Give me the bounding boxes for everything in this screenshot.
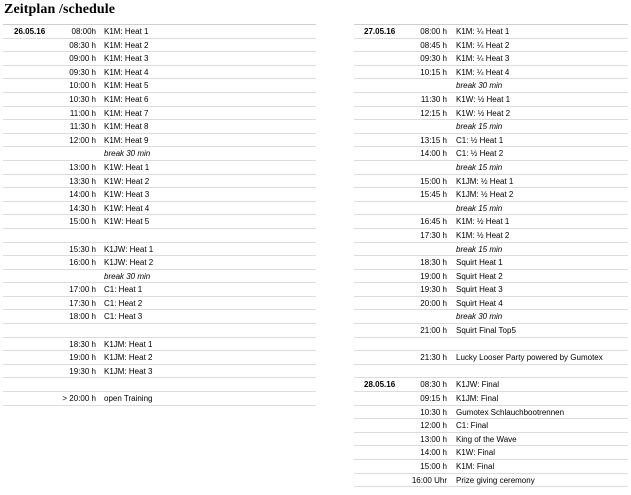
schedule-activity: K1M: ½ Heat 1: [456, 217, 510, 227]
schedule-row: [3, 338, 316, 352]
schedule-row: [354, 175, 628, 189]
schedule-time: 11:00 h: [69, 108, 96, 118]
schedule-row: [354, 297, 628, 311]
schedule-row: [354, 474, 628, 488]
schedule-row: [354, 365, 628, 379]
schedule-row: [3, 378, 316, 392]
schedule-row: [3, 297, 316, 311]
schedule-activity: K1M: ¼ Heat 3: [456, 54, 510, 64]
schedule-activity: C1: Final: [456, 421, 489, 431]
schedule-activity: Squirt Heat 2: [456, 271, 503, 281]
schedule-time: 15:30 h: [69, 244, 96, 254]
schedule-activity: K1M: Heat 3: [104, 54, 149, 64]
schedule-time: 14:00 h: [420, 149, 447, 159]
schedule-row: [3, 161, 316, 175]
schedule-row: [354, 243, 628, 257]
schedule-time: 17:30 h: [69, 298, 96, 308]
schedule-activity: K1M: Final: [456, 462, 495, 471]
schedule-row: [354, 310, 628, 324]
schedule-row: [354, 419, 628, 433]
schedule-row: [354, 406, 628, 420]
schedule-time: 12:15 h: [420, 108, 447, 118]
schedule-row: [354, 392, 628, 406]
schedule-activity: Squirt Heat 1: [456, 258, 503, 268]
schedule-activity: K1M: Heat 7: [104, 108, 149, 118]
schedule-day-2-3-table: [354, 24, 628, 487]
schedule-activity: K1M: Heat 5: [104, 81, 149, 91]
schedule-time: 15:00 h: [69, 217, 96, 227]
schedule-date: 27.05.16: [364, 27, 396, 36]
schedule-activity: C1: Heat 2: [104, 298, 143, 308]
schedule-break: break 30 min: [456, 81, 503, 91]
schedule-time: 08:00 h: [420, 27, 447, 36]
schedule-activity: Squirt Heat 4: [456, 298, 503, 308]
schedule-activity: open Training: [104, 394, 153, 404]
schedule-activity: Lucky Looser Party powered by Gumotex: [456, 353, 603, 363]
schedule-row: [354, 188, 628, 202]
schedule-activity: C1: ½ Heat 1: [456, 135, 504, 145]
page-title: Zeitplan /schedule: [4, 2, 116, 17]
schedule-activity: K1JM: Heat 2: [104, 353, 153, 363]
schedule-time: 08:30 h: [420, 380, 447, 390]
schedule-activity: K1M: Heat 6: [104, 94, 149, 104]
schedule-break: break 15 min: [456, 122, 503, 132]
schedule-time: 10:30 h: [69, 94, 96, 104]
schedule-row: [3, 202, 316, 216]
schedule-activity: K1JM: Heat 1: [104, 339, 153, 349]
schedule-row: [354, 66, 628, 80]
schedule-activity: K1M: Heat 2: [104, 40, 149, 50]
schedule-time: 21:30 h: [420, 353, 447, 363]
schedule-time: 09:15 h: [420, 394, 447, 404]
schedule-row: [354, 52, 628, 66]
schedule-time: 10:15 h: [420, 67, 447, 77]
schedule-activity: K1W: Final: [456, 448, 495, 458]
schedule-break: break 15 min: [456, 203, 503, 213]
schedule-time: 09:30 h: [69, 67, 96, 77]
schedule-row: [3, 93, 316, 107]
schedule-time: 13:00 h: [69, 162, 96, 172]
schedule-time: 18:30 h: [420, 258, 447, 268]
schedule-activity: C1: Heat 3: [104, 312, 143, 322]
schedule-date: 28.05.16: [364, 380, 396, 390]
schedule-time: 14:00 h: [69, 190, 96, 200]
schedule-time: 15:00 h: [420, 176, 447, 186]
schedule-activity: K1JW: Final: [456, 380, 499, 390]
schedule-row: [354, 446, 628, 460]
schedule-time: 13:15 h: [420, 135, 447, 145]
schedule-row: [354, 351, 628, 365]
schedule-time: 19:30 h: [420, 285, 447, 295]
schedule-time: 10:00 h: [69, 81, 96, 91]
schedule-break: break 15 min: [456, 162, 503, 172]
schedule-activity: K1W: ½ Heat 1: [456, 94, 511, 104]
schedule-row: [354, 79, 628, 93]
schedule-row: [354, 460, 628, 474]
schedule-row: [3, 39, 316, 53]
schedule-row: [3, 283, 316, 297]
schedule-time: 12:00 h: [420, 421, 447, 431]
schedule-activity: K1JM: Final: [456, 394, 499, 404]
schedule-break: break 30 min: [104, 271, 151, 281]
schedule-time: 21:00 h: [420, 326, 447, 336]
schedule-time: 19:00 h: [420, 271, 447, 281]
schedule-time: 17:30 h: [420, 230, 447, 240]
schedule-time: 13:00 h: [420, 434, 447, 444]
schedule-activity: K1M: Heat 8: [104, 122, 149, 132]
schedule-activity: Gumotex Schlauchbootrennen: [456, 407, 565, 417]
schedule-row: [3, 120, 316, 134]
schedule-activity: K1JW: Heat 2: [104, 258, 154, 268]
schedule-activity: K1W: Heat 3: [104, 190, 150, 200]
schedule-activity: K1W: Heat 1: [104, 162, 150, 172]
schedule-break: break 15 min: [456, 244, 503, 254]
schedule-time: 09:00 h: [69, 54, 96, 64]
schedule-activity: K1JW: Heat 1: [104, 244, 154, 254]
schedule-row: [3, 270, 316, 284]
schedule-row: [354, 147, 628, 161]
schedule-row: [354, 378, 628, 392]
schedule-activity: K1M: Heat 1: [104, 27, 149, 36]
schedule-row: [354, 39, 628, 53]
schedule-activity: K1M: Heat 4: [104, 67, 149, 77]
schedule-row: [3, 107, 316, 121]
schedule-date: 26.05.16: [14, 27, 46, 36]
schedule-row: [3, 52, 316, 66]
schedule-activity: K1JM: ½ Heat 2: [456, 190, 514, 200]
schedule-row: [354, 283, 628, 297]
schedule-activity: K1M: ¼ Heat 2: [456, 40, 510, 50]
schedule-time: 19:30 h: [69, 366, 96, 376]
schedule-row: [3, 243, 316, 257]
schedule-time: 12:00 h: [69, 135, 96, 145]
schedule-row: [3, 25, 316, 39]
schedule-time: 08:45 h: [420, 40, 447, 50]
schedule-row: [3, 79, 316, 93]
schedule-time: 15:45 h: [420, 190, 447, 200]
schedule-time: 14:30 h: [69, 203, 96, 213]
schedule-time: 08:00h: [71, 27, 96, 36]
schedule-row: [354, 324, 628, 338]
schedule-time: 16:00 Uhr: [411, 475, 447, 485]
schedule-row: [354, 25, 628, 39]
schedule-row: [354, 229, 628, 243]
schedule-time: 08:30 h: [69, 40, 96, 50]
schedule-break: break 30 min: [456, 312, 503, 322]
schedule-row: [3, 229, 316, 243]
schedule-row: [354, 134, 628, 148]
schedule-time: 11:30 h: [69, 122, 96, 132]
schedule-time: 13:30 h: [69, 176, 96, 186]
schedule-activity: C1: ½ Heat 2: [456, 149, 504, 159]
schedule-row: [3, 175, 316, 189]
schedule-activity: Prize giving ceremony: [456, 475, 535, 485]
schedule-time: 20:00 h: [420, 298, 447, 308]
schedule-time: 11:30 h: [420, 94, 447, 104]
schedule-time: 09:30 h: [420, 54, 447, 64]
schedule-row: [3, 392, 316, 406]
schedule-row: [354, 338, 628, 352]
schedule-activity: K1W: Heat 2: [104, 176, 150, 186]
schedule-activity: K1W: ½ Heat 2: [456, 108, 511, 118]
schedule-time: 18:00 h: [69, 312, 96, 322]
schedule-row: [3, 310, 316, 324]
schedule-time: 16:00 h: [69, 258, 96, 268]
schedule-activity: K1M: ¼ Heat 1: [456, 27, 510, 36]
schedule-activity: K1M: Heat 9: [104, 135, 149, 145]
schedule-row: [354, 161, 628, 175]
schedule-activity: K1W: Heat 4: [104, 203, 150, 213]
schedule-activity: Squirt Final Top5: [456, 326, 516, 336]
schedule-row: [354, 270, 628, 284]
schedule-time: 15:00 h: [420, 462, 447, 471]
schedule-row: [354, 215, 628, 229]
schedule-row: [3, 365, 316, 379]
schedule-row: [354, 93, 628, 107]
schedule-activity: C1: Heat 1: [104, 285, 143, 295]
schedule-row: [3, 188, 316, 202]
schedule-time: > 20:00 h: [62, 394, 96, 404]
schedule-time: 14:00 h: [420, 448, 447, 458]
schedule-row: [354, 120, 628, 134]
schedule-row: [354, 202, 628, 216]
schedule-time: 18:30 h: [69, 339, 96, 349]
schedule-break: break 30 min: [104, 149, 151, 159]
schedule-activity: K1JM: Heat 3: [104, 366, 153, 376]
schedule-row: [3, 66, 316, 80]
schedule-activity: K1JM: ½ Heat 1: [456, 176, 514, 186]
schedule-time: 16:45 h: [420, 217, 447, 227]
schedule-row: [354, 107, 628, 121]
schedule-row: [3, 134, 316, 148]
schedule-row: [354, 256, 628, 270]
schedule-activity: King of the Wave: [456, 434, 517, 444]
schedule-activity: Squirt Heat 3: [456, 285, 503, 295]
schedule-row: [3, 351, 316, 365]
schedule-row: [3, 256, 316, 270]
schedule-activity: K1W: Heat 5: [104, 217, 150, 227]
schedule-row: [3, 147, 316, 161]
schedule-activity: K1M: ¼ Heat 4: [456, 67, 510, 77]
schedule-activity: K1M: ½ Heat 2: [456, 230, 510, 240]
schedule-time: 10:30 h: [420, 407, 447, 417]
schedule-time: 19:00 h: [69, 353, 96, 363]
schedule-day-1-2-table: [3, 24, 316, 406]
schedule-row: [354, 433, 628, 447]
schedule-time: 17:00 h: [69, 285, 96, 295]
schedule-row: [3, 324, 316, 338]
schedule-row: [3, 215, 316, 229]
